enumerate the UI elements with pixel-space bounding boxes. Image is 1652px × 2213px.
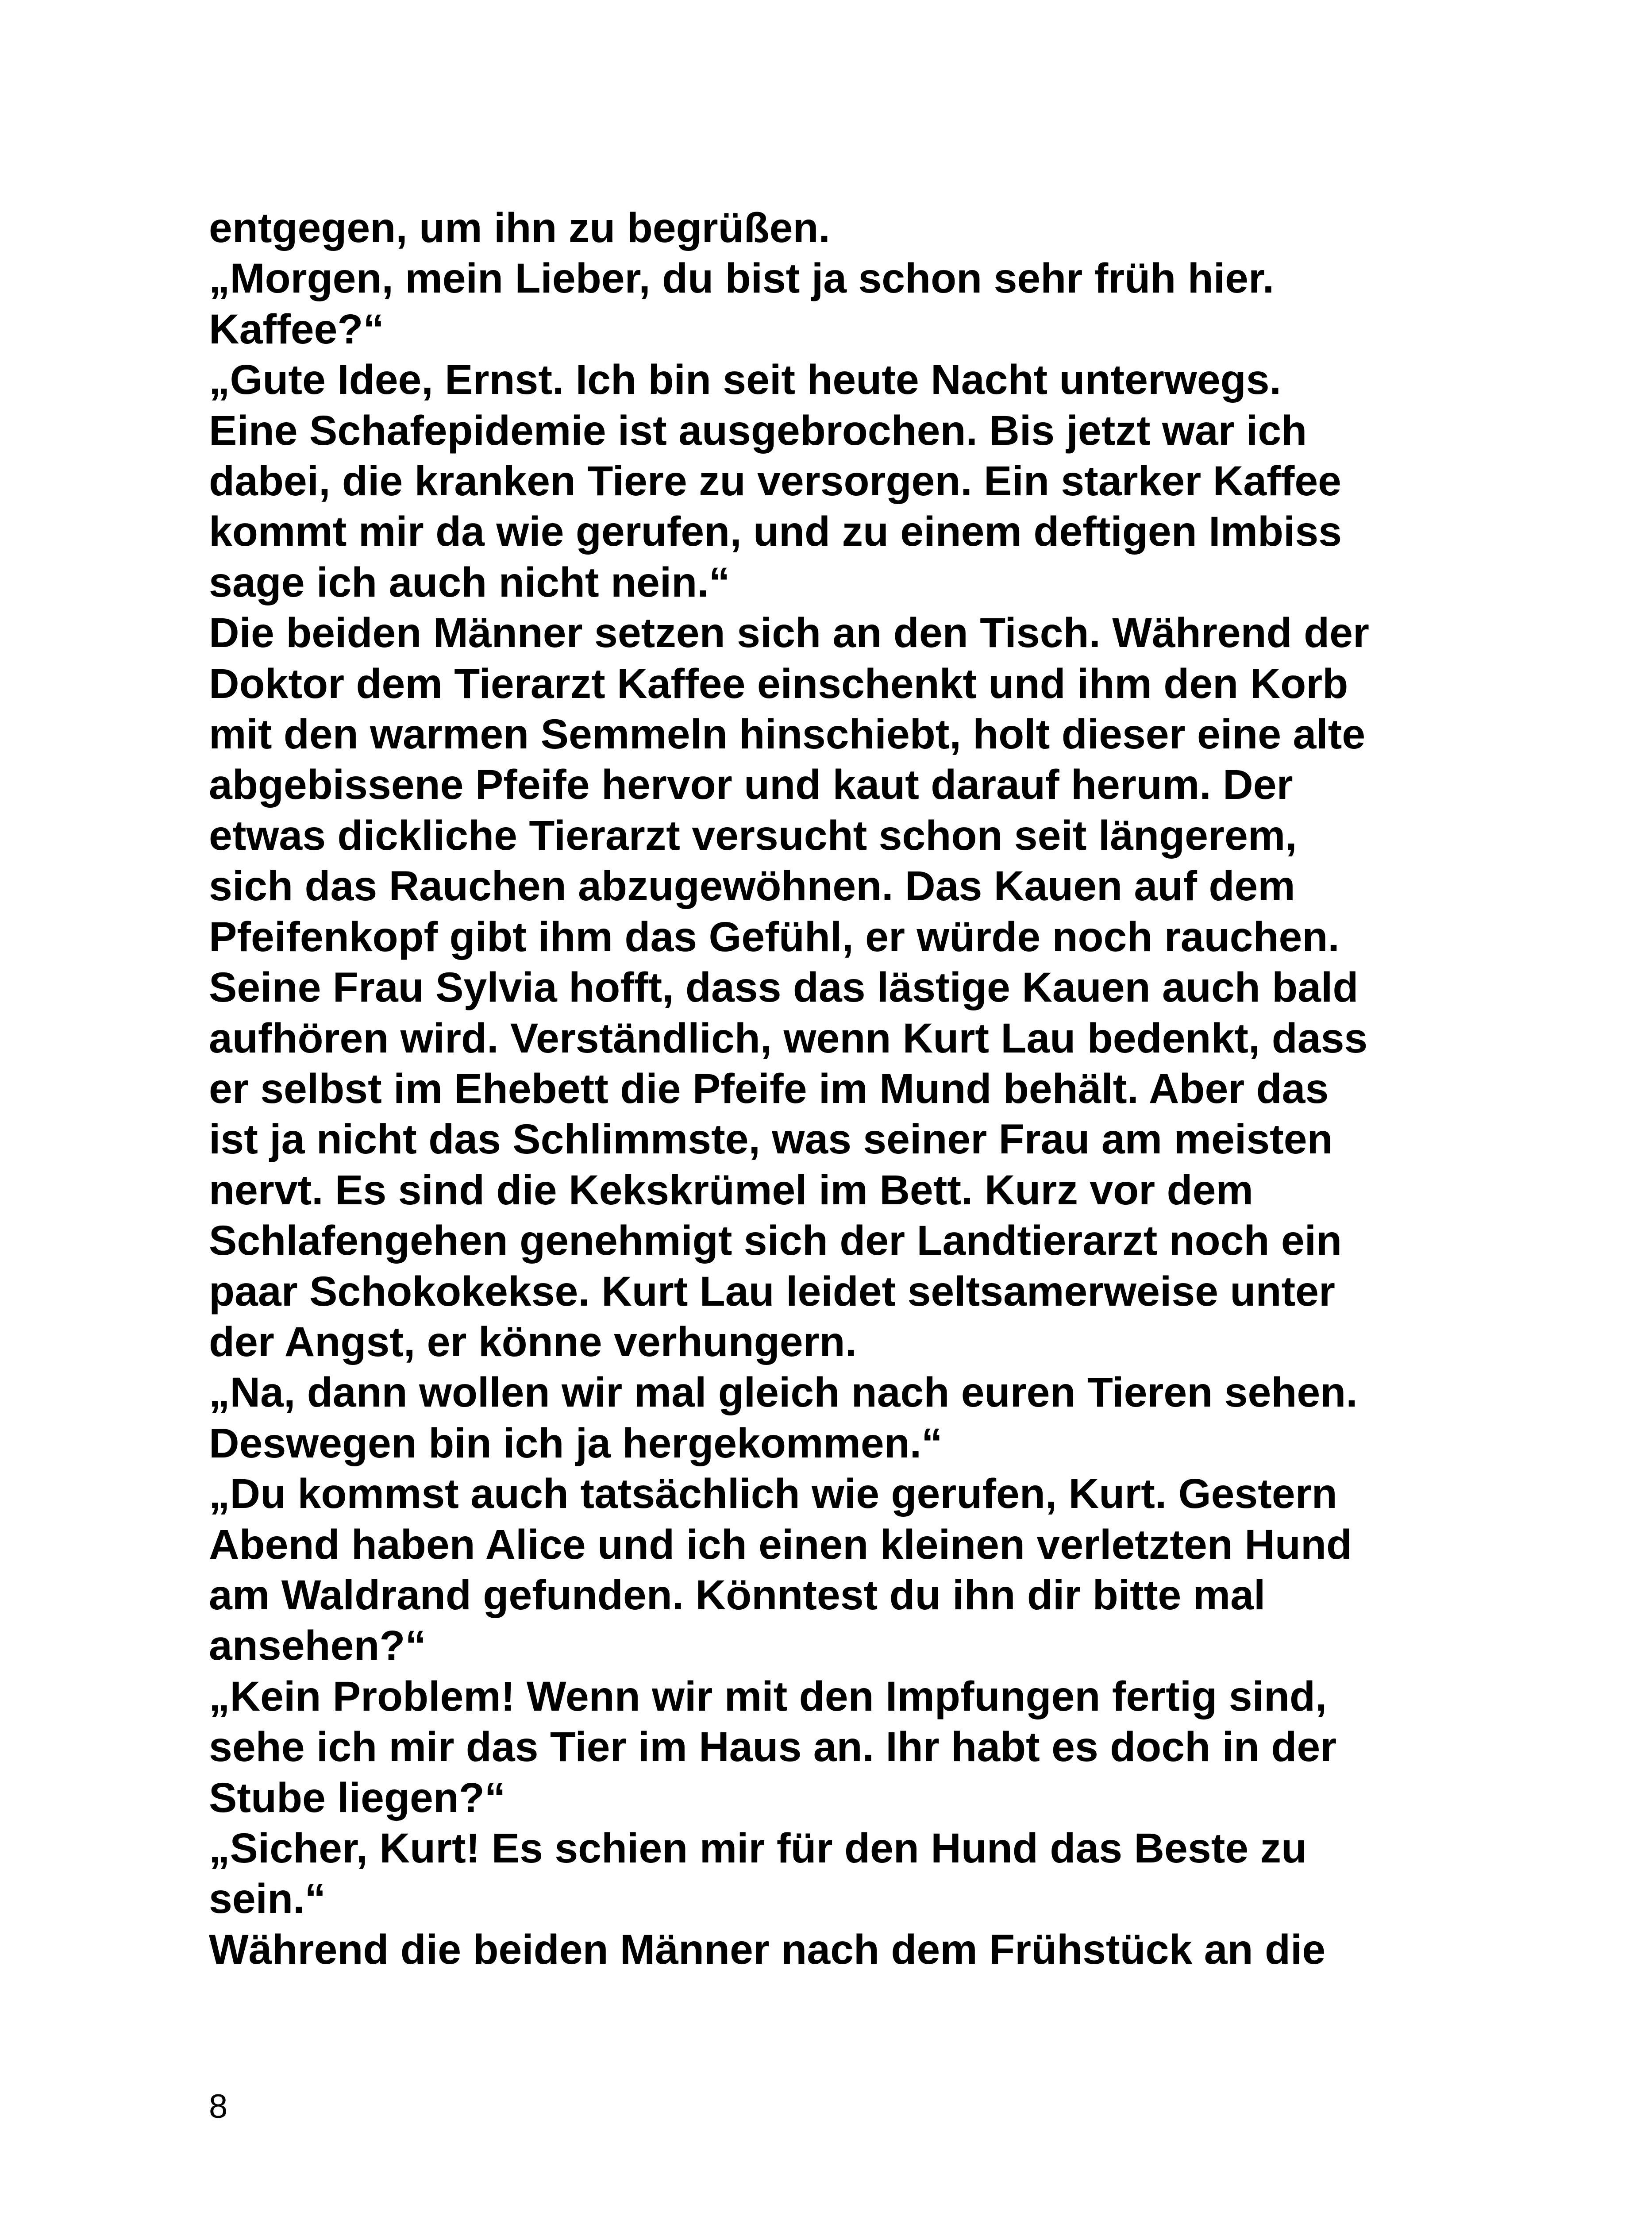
text-line: sage ich auch nicht nein.“ (209, 559, 730, 606)
text-line: Seine Frau Sylvia hofft, dass das lästige Kauen auch bald (209, 964, 1359, 1011)
text-line: ist ja nicht das Schlimmste, was seiner Frau am meisten (209, 1116, 1333, 1163)
text-line: am Waldrand gefunden. Könntest du ihn dir bitte mal (209, 1571, 1266, 1619)
text-line: Die beiden Männer setzen sich an den Tisch. Während der (209, 609, 1369, 657)
text-line: sehe ich mir das Tier im Haus an. Ihr habt es doch in der (209, 1723, 1337, 1771)
text-line: sein.“ (209, 1875, 326, 1923)
text-line: aufhören wird. Verständlich, wenn Kurt Lau bedenkt, dass (209, 1014, 1368, 1062)
text-line: sich das Rauchen abzugewöhnen. Das Kauen auf dem (209, 863, 1295, 910)
text-line: nervt. Es sind die Kekskrümel im Bett. Kurz vor dem (209, 1166, 1253, 1214)
text-line: „Gute Idee, Ernst. Ich bin seit heute Nacht unterwegs. (209, 356, 1281, 404)
text-line: „Na, dann wollen wir mal gleich nach euren Tieren sehen. (209, 1369, 1358, 1416)
text-line: Abend haben Alice und ich einen kleinen verletzten Hund (209, 1521, 1352, 1568)
text-line: Doktor dem Tierarzt Kaffee einschenkt und ihm den Korb (209, 660, 1348, 707)
text-line: Deswegen bin ich ja hergekommen.“ (209, 1419, 943, 1467)
text-line: Eine Schafepidemie ist ausgebrochen. Bis jetzt war ich (209, 407, 1307, 454)
text-line: Kaffee?“ (209, 305, 384, 353)
text-line: Stube liegen?“ (209, 1774, 506, 1821)
text-line: „Du kommst auch tatsächlich wie gerufen, Kurt. Gestern (209, 1470, 1337, 1518)
text-line: ansehen?“ (209, 1622, 426, 1669)
text-line: der Angst, er könne verhungern. (209, 1318, 857, 1365)
page-number: 8 (209, 2088, 228, 2125)
text-line: „Kein Problem! Wenn wir mit den Impfungen fertig sind, (209, 1673, 1327, 1720)
body-text (209, 203, 1536, 1975)
text-line: er selbst im Ehebett die Pfeife im Mund behält. Aber das (209, 1065, 1329, 1112)
text-line: Pfeifenkopf gibt ihm das Gefühl, er würde noch rauchen. (209, 913, 1340, 960)
text-line: Während die beiden Männer nach dem Frühstück an die (209, 1926, 1326, 1973)
text-line: abgebissene Pfeife hervor und kaut darauf herum. Der (209, 761, 1293, 809)
text-line: mit den warmen Semmeln hinschiebt, holt dieser eine alte (209, 711, 1366, 758)
text-line: etwas dickliche Tierarzt versucht schon seit längerem, (209, 812, 1297, 859)
text-line: Schlafengehen genehmigt sich der Landtierarzt noch ein (209, 1217, 1342, 1265)
text-line: dabei, die kranken Tiere zu versorgen. Ein starker Kaffee (209, 458, 1342, 505)
text-line: „Morgen, mein Lieber, du bist ja schon sehr früh hier. (209, 255, 1275, 302)
text-line: kommt mir da wie gerufen, und zu einem deftigen Imbiss (209, 508, 1342, 555)
text-line: entgegen, um ihn zu begrüßen. (209, 204, 830, 251)
text-line: paar Schokokekse. Kurt Lau leidet seltsamerweise unter (209, 1268, 1335, 1315)
text-line: „Sicher, Kurt! Es schien mir für den Hund das Beste zu (209, 1825, 1307, 1872)
